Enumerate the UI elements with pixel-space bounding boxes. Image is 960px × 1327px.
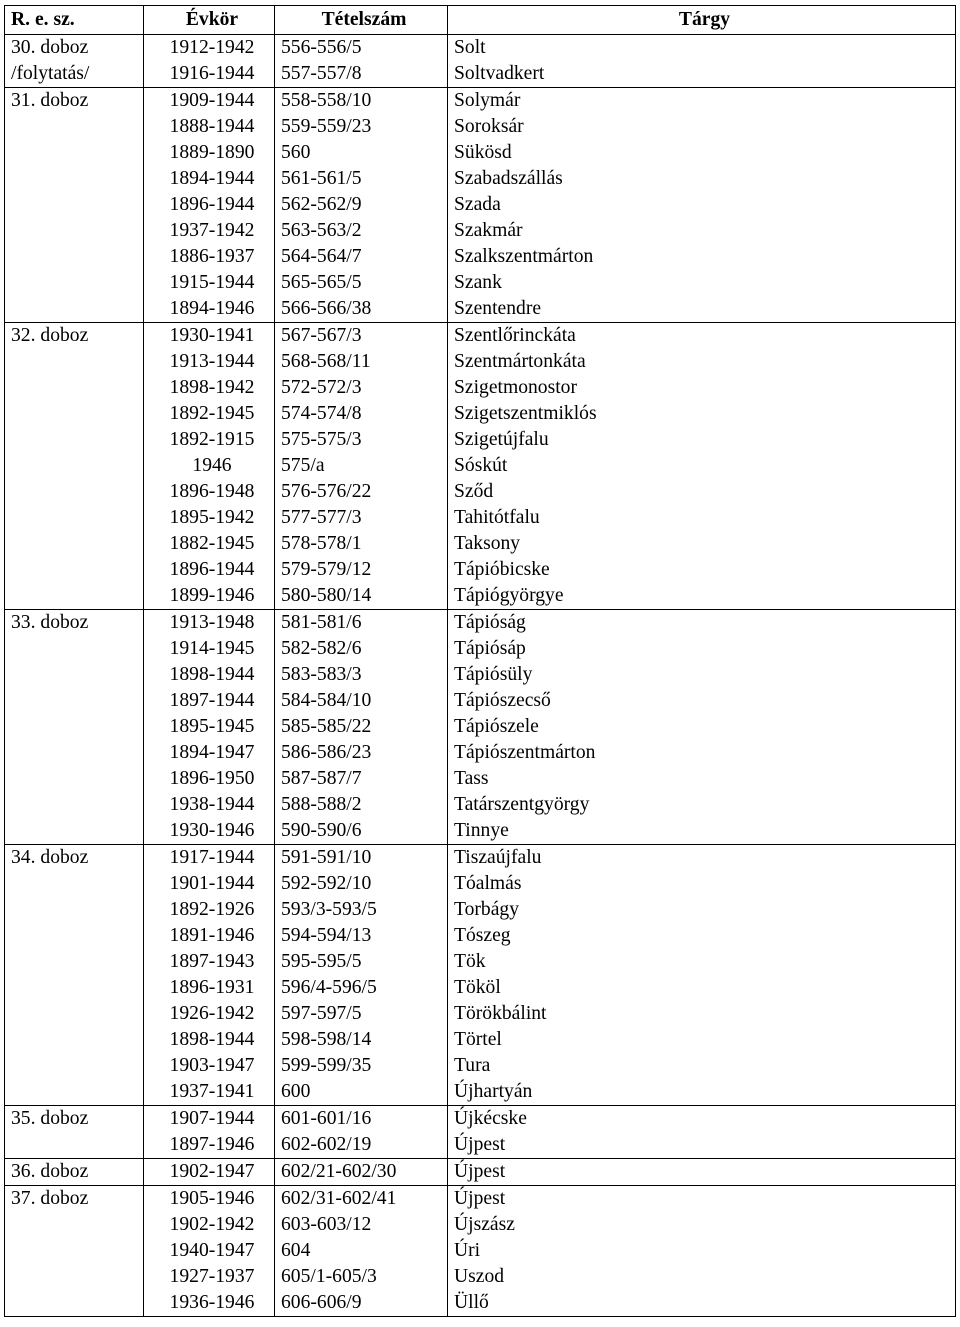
subject: Tápiószele bbox=[454, 716, 539, 737]
subject: Tápiósáp bbox=[454, 638, 526, 659]
item-number: 601-601/16 bbox=[281, 1108, 372, 1129]
year-range-cell bbox=[144, 323, 275, 610]
box-label: 30. doboz bbox=[11, 37, 89, 58]
header-item-number: Tételszám bbox=[275, 6, 448, 35]
year-range: 1913-1948 bbox=[169, 612, 255, 633]
subject: Szakmár bbox=[454, 220, 523, 241]
box-label: 35. doboz bbox=[11, 1108, 89, 1129]
item-number: 580-580/14 bbox=[281, 585, 372, 606]
year-range: 1894-1946 bbox=[169, 298, 255, 319]
subject-cell bbox=[448, 1106, 956, 1159]
box-label-cell bbox=[5, 88, 144, 323]
year-range: 1938-1944 bbox=[169, 794, 255, 815]
subject: Törökbálint bbox=[454, 1003, 547, 1024]
box-label-cell bbox=[5, 1159, 144, 1186]
subject: Szentmártonkáta bbox=[454, 351, 586, 372]
subject: Tápióság bbox=[454, 612, 526, 633]
box-row bbox=[5, 323, 956, 610]
box-label: 32. doboz bbox=[11, 325, 89, 346]
item-number: 572-572/3 bbox=[281, 377, 362, 398]
item-number: 583-583/3 bbox=[281, 664, 362, 685]
year-range: 1896-1944 bbox=[169, 559, 255, 580]
year-range: 1946 bbox=[192, 455, 232, 476]
year-range: 1907-1944 bbox=[169, 1108, 255, 1129]
year-range: 1886-1937 bbox=[169, 246, 255, 267]
subject: Tatárszentgyörgy bbox=[454, 794, 590, 815]
item-number-cell bbox=[275, 1159, 448, 1186]
subject: Sükösd bbox=[454, 142, 512, 163]
year-range: 1894-1947 bbox=[169, 742, 255, 763]
item-number: 560 bbox=[281, 142, 311, 163]
year-range: 1896-1950 bbox=[169, 768, 255, 789]
year-range-cell bbox=[144, 610, 275, 845]
year-range: 1897-1946 bbox=[169, 1134, 255, 1155]
box-label: 36. doboz bbox=[11, 1161, 89, 1182]
subject: Szigetszentmiklós bbox=[454, 403, 597, 424]
year-range-cell bbox=[144, 1159, 275, 1186]
subject: Soltvadkert bbox=[454, 63, 545, 84]
year-range-cell bbox=[144, 845, 275, 1106]
item-number: 606-606/9 bbox=[281, 1292, 362, 1313]
box-row bbox=[5, 35, 956, 88]
year-range-cell bbox=[144, 1186, 275, 1317]
box-row bbox=[5, 1106, 956, 1159]
subject: Tököl bbox=[454, 977, 501, 998]
box-row bbox=[5, 1186, 956, 1317]
box-label: 33. doboz bbox=[11, 612, 89, 633]
subject-cell bbox=[448, 1186, 956, 1317]
year-range: 1914-1945 bbox=[169, 638, 255, 659]
item-number: 588-588/2 bbox=[281, 794, 362, 815]
item-number: 558-558/10 bbox=[281, 90, 372, 111]
item-number: 602/21-602/30 bbox=[281, 1161, 397, 1182]
year-range: 1926-1942 bbox=[169, 1003, 255, 1024]
year-range: 1892-1945 bbox=[169, 403, 255, 424]
item-number: 602-602/19 bbox=[281, 1134, 372, 1155]
box-label: /folytatás/ bbox=[11, 63, 90, 84]
year-range: 1937-1941 bbox=[169, 1081, 255, 1102]
year-range: 1916-1944 bbox=[169, 63, 255, 84]
header-box-number: R. e. sz. bbox=[5, 6, 144, 35]
year-range: 1891-1946 bbox=[169, 925, 255, 946]
year-range-cell bbox=[144, 1106, 275, 1159]
year-range-cell bbox=[144, 35, 275, 88]
subject: Sóskút bbox=[454, 455, 508, 476]
subject: Újpest bbox=[454, 1188, 506, 1209]
subject: Tószeg bbox=[454, 925, 511, 946]
item-number-cell bbox=[275, 845, 448, 1106]
header-year-range: Évkör bbox=[144, 6, 275, 35]
box-label: 34. doboz bbox=[11, 847, 89, 868]
item-number: 602/31-602/41 bbox=[281, 1188, 397, 1209]
subject: Üllő bbox=[454, 1292, 489, 1313]
item-number: 591-591/10 bbox=[281, 847, 372, 868]
subject: Szentendre bbox=[454, 298, 542, 319]
item-number-cell bbox=[275, 323, 448, 610]
year-range: 1897-1943 bbox=[169, 951, 255, 972]
year-range: 1892-1915 bbox=[169, 429, 255, 450]
item-number: 582-582/6 bbox=[281, 638, 362, 659]
year-range: 1930-1946 bbox=[169, 820, 255, 841]
year-range: 1892-1926 bbox=[169, 899, 255, 920]
box-label: 31. doboz bbox=[11, 90, 89, 111]
item-number: 593/3-593/5 bbox=[281, 899, 377, 920]
subject: Tápiószentmárton bbox=[454, 742, 596, 763]
subject: Újhartyán bbox=[454, 1081, 533, 1102]
item-number: 594-594/13 bbox=[281, 925, 372, 946]
subject: Szentlőrinckáta bbox=[454, 325, 576, 346]
subject: Szalkszentmárton bbox=[454, 246, 594, 267]
year-range: 1895-1945 bbox=[169, 716, 255, 737]
subject-cell bbox=[448, 610, 956, 845]
item-number: 577-577/3 bbox=[281, 507, 362, 528]
item-number: 574-574/8 bbox=[281, 403, 362, 424]
inventory-table bbox=[4, 5, 956, 1317]
item-number: 599-599/35 bbox=[281, 1055, 372, 1076]
subject-cell bbox=[448, 1159, 956, 1186]
year-range: 1896-1931 bbox=[169, 977, 255, 998]
subject: Újpest bbox=[454, 1134, 506, 1155]
item-number: 592-592/10 bbox=[281, 873, 372, 894]
item-number: 584-584/10 bbox=[281, 690, 372, 711]
subject: Tök bbox=[454, 951, 486, 972]
subject: Tóalmás bbox=[454, 873, 522, 894]
item-number: 567-567/3 bbox=[281, 325, 362, 346]
year-range: 1889-1890 bbox=[169, 142, 255, 163]
subject: Torbágy bbox=[454, 899, 520, 920]
year-range: 1895-1942 bbox=[169, 507, 255, 528]
subject: Soroksár bbox=[454, 116, 524, 137]
year-range: 1917-1944 bbox=[169, 847, 255, 868]
item-number: 587-587/7 bbox=[281, 768, 362, 789]
item-number-cell bbox=[275, 1186, 448, 1317]
subject: Szigetújfalu bbox=[454, 429, 549, 450]
item-number: 575-575/3 bbox=[281, 429, 362, 450]
item-number: 597-597/5 bbox=[281, 1003, 362, 1024]
year-range: 1937-1942 bbox=[169, 220, 255, 241]
subject-cell bbox=[448, 323, 956, 610]
item-number: 586-586/23 bbox=[281, 742, 372, 763]
subject: Solymár bbox=[454, 90, 521, 111]
year-range-cell bbox=[144, 88, 275, 323]
subject: Törtel bbox=[454, 1029, 502, 1050]
box-row bbox=[5, 1159, 956, 1186]
year-range: 1882-1945 bbox=[169, 533, 255, 554]
year-range: 1899-1946 bbox=[169, 585, 255, 606]
box-label-cell bbox=[5, 323, 144, 610]
item-number: 557-557/8 bbox=[281, 63, 362, 84]
subject-cell bbox=[448, 845, 956, 1106]
year-range: 1930-1941 bbox=[169, 325, 255, 346]
subject-cell bbox=[448, 35, 956, 88]
year-range: 1903-1947 bbox=[169, 1055, 255, 1076]
subject: Szigetmonostor bbox=[454, 377, 577, 398]
year-range: 1936-1946 bbox=[169, 1292, 255, 1313]
item-number: 590-590/6 bbox=[281, 820, 362, 841]
box-label-cell bbox=[5, 35, 144, 88]
item-number: 559-559/23 bbox=[281, 116, 372, 137]
box-row bbox=[5, 88, 956, 323]
subject: Újszász bbox=[454, 1214, 515, 1235]
subject: Tápiógyörgye bbox=[454, 585, 564, 606]
item-number: 603-603/12 bbox=[281, 1214, 372, 1235]
item-number: 596/4-596/5 bbox=[281, 977, 377, 998]
box-label: 37. doboz bbox=[11, 1188, 89, 1209]
subject: Tápiószecső bbox=[454, 690, 551, 711]
item-number: 564-564/7 bbox=[281, 246, 362, 267]
subject: Tahitótfalu bbox=[454, 507, 540, 528]
year-range: 1898-1944 bbox=[169, 1029, 255, 1050]
subject: Tinnye bbox=[454, 820, 509, 841]
year-range: 1894-1944 bbox=[169, 168, 255, 189]
subject: Solt bbox=[454, 37, 486, 58]
year-range: 1901-1944 bbox=[169, 873, 255, 894]
year-range: 1913-1944 bbox=[169, 351, 255, 372]
year-range: 1940-1947 bbox=[169, 1240, 255, 1261]
item-number: 576-576/22 bbox=[281, 481, 372, 502]
item-number: 581-581/6 bbox=[281, 612, 362, 633]
subject: Szank bbox=[454, 272, 502, 293]
year-range: 1912-1942 bbox=[169, 37, 255, 58]
item-number: 585-585/22 bbox=[281, 716, 372, 737]
item-number: 565-565/5 bbox=[281, 272, 362, 293]
subject: Uszod bbox=[454, 1266, 505, 1287]
item-number: 595-595/5 bbox=[281, 951, 362, 972]
subject: Sződ bbox=[454, 481, 494, 502]
year-range: 1898-1942 bbox=[169, 377, 255, 398]
item-number: 598-598/14 bbox=[281, 1029, 372, 1050]
header-row bbox=[5, 6, 956, 35]
subject: Újpest bbox=[454, 1161, 506, 1182]
item-number: 579-579/12 bbox=[281, 559, 372, 580]
item-number: 604 bbox=[281, 1240, 311, 1261]
box-label-cell bbox=[5, 610, 144, 845]
subject: Tass bbox=[454, 768, 489, 789]
box-label-cell bbox=[5, 1186, 144, 1317]
item-number: 578-578/1 bbox=[281, 533, 362, 554]
year-range: 1896-1948 bbox=[169, 481, 255, 502]
subject: Tápióbicske bbox=[454, 559, 550, 580]
year-range: 1897-1944 bbox=[169, 690, 255, 711]
box-label-cell bbox=[5, 1106, 144, 1159]
subject: Újkécske bbox=[454, 1108, 527, 1129]
item-number: 556-556/5 bbox=[281, 37, 362, 58]
item-number: 561-561/5 bbox=[281, 168, 362, 189]
year-range: 1927-1937 bbox=[169, 1266, 255, 1287]
item-number-cell bbox=[275, 1106, 448, 1159]
year-range: 1896-1944 bbox=[169, 194, 255, 215]
item-number: 563-563/2 bbox=[281, 220, 362, 241]
subject: Tura bbox=[454, 1055, 491, 1076]
item-number: 566-566/38 bbox=[281, 298, 372, 319]
subject: Tápiósüly bbox=[454, 664, 533, 685]
year-range: 1905-1946 bbox=[169, 1188, 255, 1209]
year-range: 1898-1944 bbox=[169, 664, 255, 685]
item-number: 575/a bbox=[281, 455, 325, 476]
item-number: 600 bbox=[281, 1081, 311, 1102]
box-row bbox=[5, 845, 956, 1106]
subject: Szada bbox=[454, 194, 501, 215]
item-number: 605/1-605/3 bbox=[281, 1266, 377, 1287]
box-label-cell bbox=[5, 845, 144, 1106]
box-row bbox=[5, 610, 956, 845]
header-subject: Tárgy bbox=[448, 6, 956, 35]
item-number: 568-568/11 bbox=[281, 351, 371, 372]
year-range: 1902-1947 bbox=[169, 1161, 255, 1182]
inventory-body bbox=[5, 35, 956, 1317]
year-range: 1915-1944 bbox=[169, 272, 255, 293]
subject: Taksony bbox=[454, 533, 521, 554]
year-range: 1909-1944 bbox=[169, 90, 255, 111]
subject-cell bbox=[448, 88, 956, 323]
subject: Tiszaújfalu bbox=[454, 847, 542, 868]
subject: Szabadszállás bbox=[454, 168, 563, 189]
item-number-cell bbox=[275, 610, 448, 845]
subject: Úri bbox=[454, 1240, 481, 1261]
item-number: 562-562/9 bbox=[281, 194, 362, 215]
year-range: 1902-1942 bbox=[169, 1214, 255, 1235]
item-number-cell bbox=[275, 35, 448, 88]
item-number-cell bbox=[275, 88, 448, 323]
year-range: 1888-1944 bbox=[169, 116, 255, 137]
